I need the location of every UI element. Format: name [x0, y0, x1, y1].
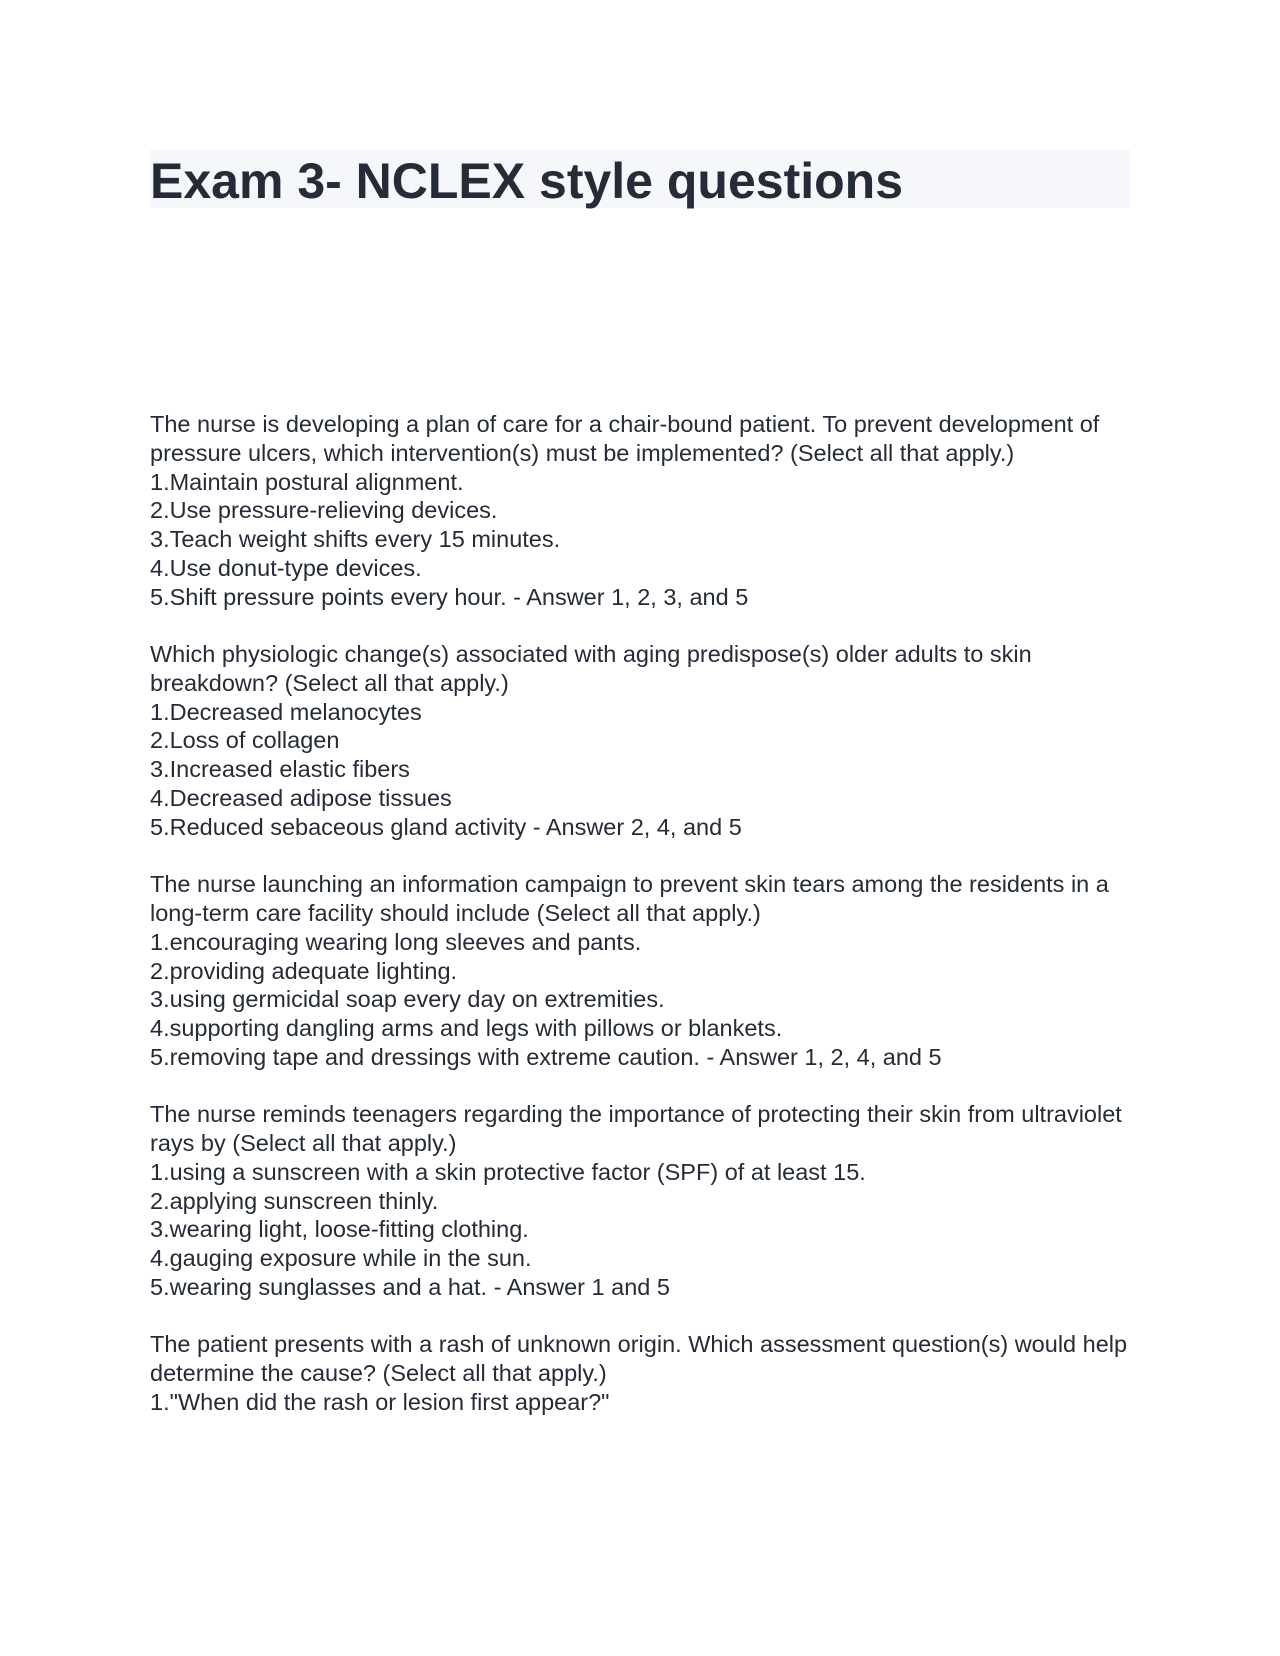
answer-option: 5.Reduced sebaceous gland activity - Answer 2, 4, and 5	[150, 813, 742, 840]
answer-option: 3.using germicidal soap every day on extremities.	[150, 986, 665, 1013]
question-text: The nurse launching an information campaign to prevent skin tears among the residents in a long-term care facility should include (Select all that apply.)	[150, 871, 1109, 926]
answer-option: 1.using a sunscreen with a skin protective factor (SPF) of at least 15.	[150, 1158, 866, 1185]
answer-option: 2.providing adequate lighting.	[150, 957, 458, 984]
question-block	[150, 870, 1130, 1072]
answer-option: 2.Loss of collagen	[150, 727, 340, 754]
answer-option: 4.gauging exposure while in the sun.	[150, 1245, 532, 1272]
question-text: The nurse reminds teenagers regarding the importance of protecting their skin from ultraviolet rays by (Select all that apply.)	[150, 1101, 1122, 1157]
answer-option: 4.Decreased adipose tissues	[150, 785, 452, 812]
answer-option: 2.applying sunscreen thinly.	[150, 1187, 439, 1214]
question-text: The patient presents with a rash of unknown origin. Which assessment question(s) would help determine the cause? (Select all that apply.)	[150, 1331, 1128, 1387]
question-text: The nurse is developing a plan of care for a chair-bound patient. To prevent development of pressure ulcers, which intervention(s) must be implemented? (Select all that apply.)	[150, 411, 1100, 466]
answer-option: 5.wearing sunglasses and a hat. - Answer 1 and 5	[150, 1274, 670, 1301]
answer-option: 2.Use pressure-relieving devices.	[150, 497, 498, 524]
answer-option: 5.Shift pressure points every hour. - Answer 1, 2, 3, and 5	[150, 583, 749, 610]
question-block	[150, 1330, 1130, 1416]
answer-option: 5.removing tape and dressings with extreme caution. - Answer 1, 2, 4, and 5	[150, 1043, 942, 1070]
question-list	[150, 410, 1130, 1445]
answer-option: 3.wearing light, loose-fitting clothing.	[150, 1216, 529, 1243]
question-text: Which physiologic change(s) associated with aging predispose(s) older adults to skin breakdown? (Select all that apply.)	[150, 641, 1032, 696]
answer-option: 3.Teach weight shifts every 15 minutes.	[150, 526, 561, 553]
question-block	[150, 640, 1130, 842]
answer-option: 1."When did the rash or lesion first appear?"	[150, 1388, 610, 1415]
page-title: Exam 3- NCLEX style questions	[150, 153, 904, 209]
answer-option: 1.Decreased melanocytes	[150, 698, 422, 725]
question-block	[150, 410, 1130, 612]
answer-option: 1.Maintain postural alignment.	[150, 468, 464, 495]
answer-option: 1.encouraging wearing long sleeves and pants.	[150, 928, 642, 955]
title-banner	[150, 150, 1130, 208]
answer-option: 4.Use donut-type devices.	[150, 554, 422, 581]
answer-option: 3.Increased elastic fibers	[150, 756, 410, 783]
answer-option: 4.supporting dangling arms and legs with pillows or blankets.	[150, 1015, 783, 1042]
document-page	[150, 150, 1130, 1415]
question-block	[150, 1100, 1130, 1302]
